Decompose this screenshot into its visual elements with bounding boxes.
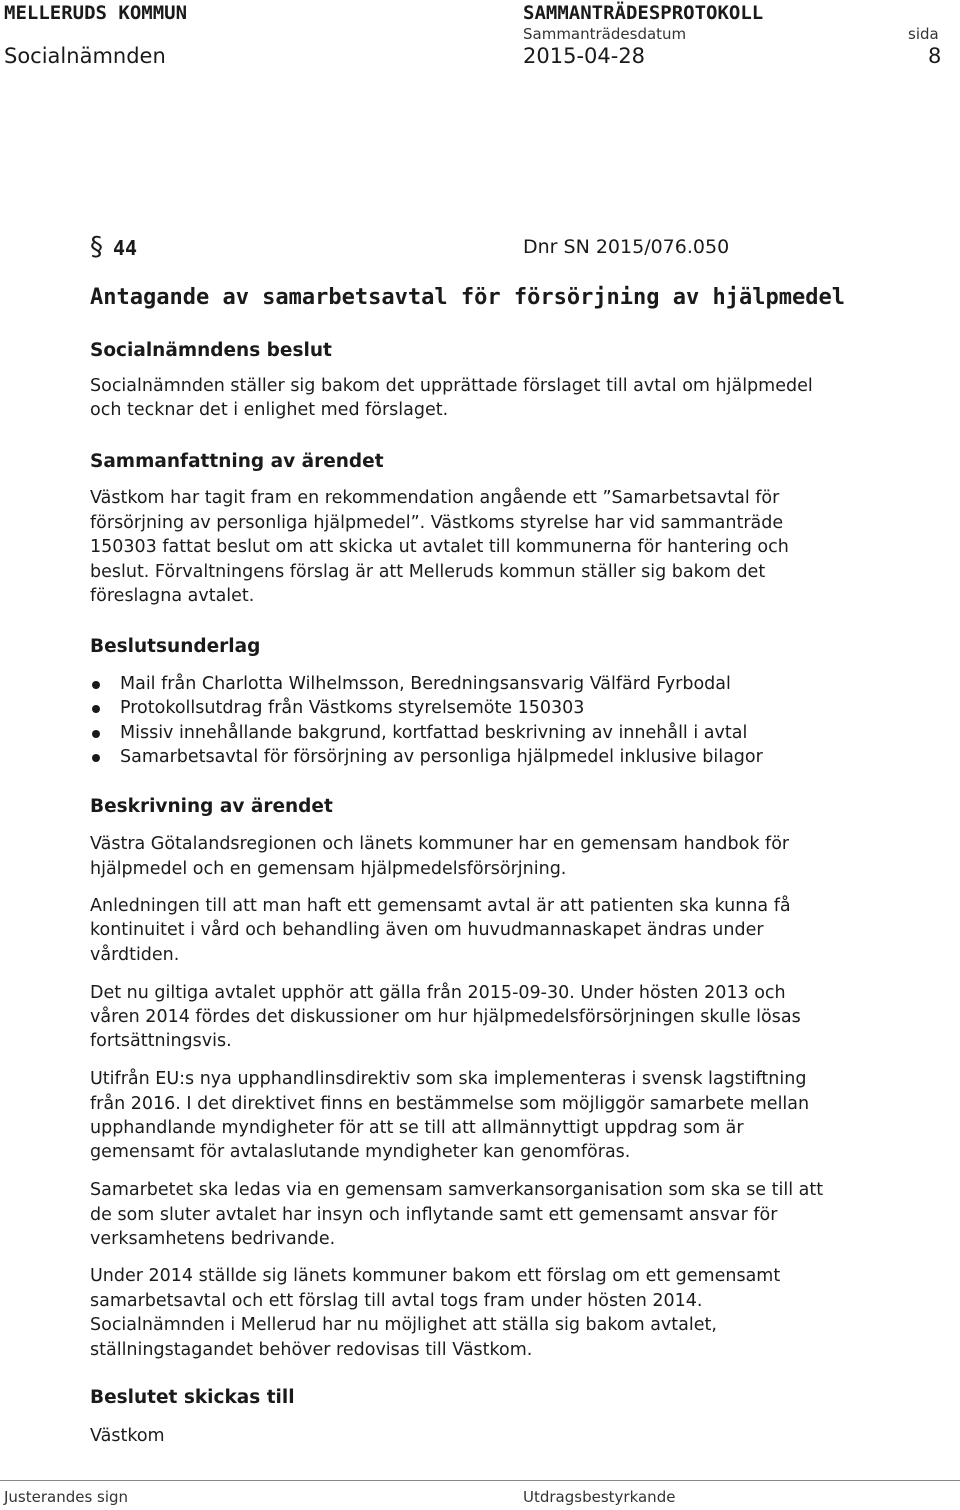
description-line: verksamhetens bedrivande.: [90, 1229, 336, 1249]
bullet-icon: [92, 681, 100, 689]
description-line: Utifrån EU:s nya upphandlinsdirektiv som ska implementeras i svensk lagstiftning: [90, 1069, 807, 1089]
basis-list: [92, 672, 763, 770]
recipient: Västkom: [90, 1426, 165, 1446]
recipients-heading: Beslutet skickas till: [90, 1387, 295, 1408]
document-type: SAMMANTRÄDESPROTOKOLL: [523, 2, 764, 24]
summary-line: 150303 fattat beslut om att skicka ut avtalet till kommunerna för hantering och: [90, 537, 789, 557]
section-title: Antagande av samarbetsavtal för försörjning av hjälpmedel: [90, 285, 845, 310]
decision-line: och tecknar det i enlighet med förslaget.: [90, 400, 449, 420]
description-line: gemensamt för avtalaslutande myndigheter kan genomföras.: [90, 1142, 631, 1162]
basis-heading: Beslutsunderlag: [90, 636, 261, 657]
description-line: från 2016. I det direktivet finns en bestämmelse som möjliggör samarbete mellan: [90, 1094, 810, 1114]
description-line: Under 2014 ställde sig länets kommuner bakom ett förslag om ett gemensamt: [90, 1266, 781, 1286]
bullet-icon: [92, 705, 100, 713]
diary-number: Dnr SN 2015/076.050: [523, 236, 730, 258]
description-line: ställningstagandet behöver redovisas till Västkom.: [90, 1340, 533, 1360]
list-item: Samarbetsavtal för försörjning av personliga hjälpmedel inklusive bilagor: [92, 745, 763, 769]
decision-heading: Socialnämndens beslut: [90, 340, 332, 361]
date-label: Sammanträdesdatum: [523, 25, 687, 43]
description-line: fortsättningsvis.: [90, 1031, 232, 1051]
committee-name: Socialnämnden: [4, 44, 166, 68]
description-heading: Beskrivning av ärendet: [90, 796, 333, 817]
bullet-icon: [92, 730, 100, 738]
footer-certification-label: Utdragsbestyrkande: [523, 1488, 676, 1506]
description-line: hjälpmedel och en gemensam hjälpmedelsförsörjning.: [90, 859, 567, 879]
description-line: Det nu giltiga avtalet upphör att gälla från 2015-09-30. Under hösten 2013 och: [90, 983, 786, 1003]
summary-heading: Sammanfattning av ärendet: [90, 451, 384, 472]
description-line: de som sluter avtalet har insyn och inflytande samt ett gemensamt ansvar för: [90, 1205, 778, 1225]
page-label: sida: [908, 25, 939, 43]
description-line: vårdtiden.: [90, 945, 180, 965]
decision-line: Socialnämnden ställer sig bakom det upprättade förslaget till avtal om hjälpmedel: [90, 376, 813, 396]
page-number: 8: [928, 44, 942, 68]
description-line: Västra Götalandsregionen och länets kommuner har en gemensam handbok för: [90, 834, 790, 854]
footer-signature-label: Justerandes sign: [4, 1488, 129, 1506]
bullet-icon: [92, 754, 100, 762]
summary-line: Västkom har tagit fram en rekommendation angående ett ”Samarbetsavtal för: [90, 488, 780, 508]
list-item: Missiv innehållande bakgrund, kortfattad beskrivning av innehåll i avtal: [92, 721, 763, 745]
description-line: Samarbetet ska ledas via en gemensam samverkansorganisation som ska se till att: [90, 1180, 824, 1200]
footer-divider: [0, 1480, 960, 1481]
summary-line: försörjning av personliga hjälpmedel”. Västkoms styrelse har vid sammanträde: [90, 513, 784, 533]
list-item: Protokollsutdrag från Västkoms styrelsemöte 150303: [92, 696, 763, 720]
meeting-date: 2015-04-28: [523, 44, 646, 68]
description-line: samarbetsavtal och ett förslag till avtal togs fram under hösten 2014.: [90, 1291, 703, 1311]
description-line: upphandlande myndigheter för att se till att allmännyttigt uppdrag som är: [90, 1118, 744, 1138]
description-line: våren 2014 fördes det diskussioner om hur hjälpmedelsförsörjningen skulle lösas: [90, 1007, 801, 1027]
summary-line: föreslagna avtalet.: [90, 586, 255, 606]
summary-line: beslut. Förvaltningens förslag är att Melleruds kommun ställer sig bakom det: [90, 562, 766, 582]
paragraph-symbol: §: [90, 232, 103, 262]
list-item: Mail från Charlotta Wilhelmsson, Beredningsansvarig Välfärd Fyrbodal: [92, 672, 763, 696]
description-line: Socialnämnden i Mellerud har nu möjlighet att ställa sig bakom avtalet,: [90, 1315, 717, 1335]
description-line: kontinuitet i vård och behandling även om huvudmannaskapet ändras under: [90, 920, 764, 940]
description-line: Anledningen till att man haft ett gemensamt avtal är att patienten ska kunna få: [90, 896, 791, 916]
municipality-name: MELLERUDS KOMMUN: [4, 2, 188, 24]
section-number: 44: [113, 236, 138, 260]
